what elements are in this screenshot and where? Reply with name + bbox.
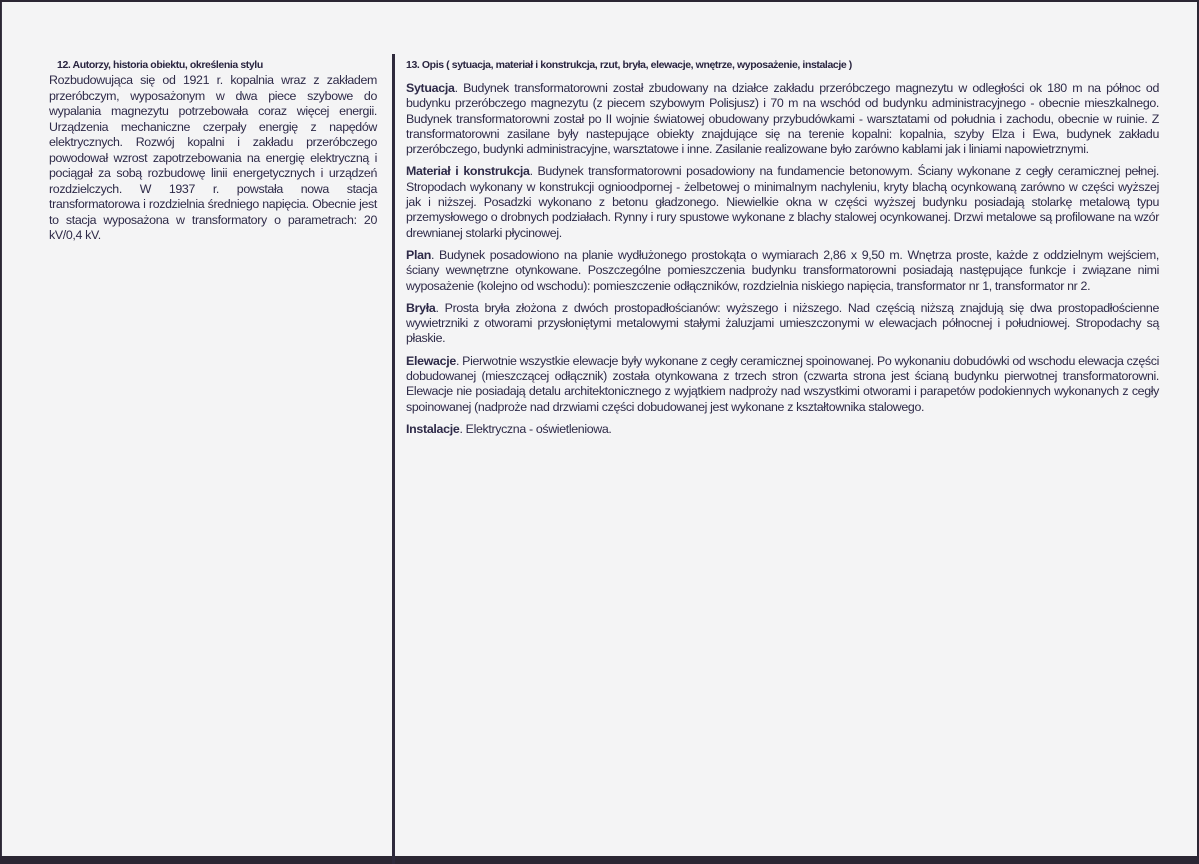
paragraph-elewacje	[406, 354, 1159, 415]
section-12-body: Rozbudowująca się od 1921 r. kopalnia wraz z zakładem przeróbczym, wyposażonym w dwa piece szybowe do wypalania magnezytu potrzebowała coraz więcej energii. Urządzenia mechaniczne czerpały energię z napędów elektrycznych. Rozwój kopalni i zakładu przeróbczego powodował wzrost zapotrzebowania na energię elektryczną i pociągał za sobą rozbudowę linii energetycznych i urządzeń rozdzielczych. W 1937 r. powstała nowa stacja transformatorowa i rozdzielnia średniego napięcia. Obecnie jest to stacja wyposażona w transformatory o parametrach: 20 kV/0,4 kV.	[49, 73, 377, 242]
column-divider	[392, 54, 395, 864]
paragraph-lead: Bryła	[406, 300, 436, 315]
paragraph-lead: Sytuacja	[406, 81, 455, 95]
paragraph-lead: Plan	[406, 247, 431, 262]
paragraph-text: . Elektryczna - oświetleniowa.	[459, 421, 612, 436]
paragraph-text: . Budynek transformatorowni został zbudowany na działce zakładu przeróbczego magnezytu w odległości ok 180 m na północ od budynku przeróbczego magnezytu (z piecem szybowym Polisjusz) i 70 m na wschód od budynku administracyjnego - obecnie mieszkalnego. Budynek transformatorowni został po II wojnie światowej obudowany przybudówkami - warsztatami od południa i zachodu, obecnie w ruinie. Z transformatorowni zasilane były nastepujące obiekty znajdujące się na terenie kopalni: kopalnia, szyby Elza i Ewa, budynek zakładu przeróbczego, budynki administracyjne, warsztatowe i inne. Zasilanie realizowane było zarówno kablami jak i liniami napowietrznymi.	[406, 81, 1159, 157]
paragraph-material-konstrukcja	[406, 164, 1159, 240]
paragraph-text: . Budynek posadowiono na planie wydłużonego prostokąta o wymiarach 2,86 x 9,50 m. Wnętrza proste, każde z oddzielnym wejściem, ściany wewnętrzne otynkowane. Poszczególne pomieszczenia budynku transformatorowni posiadają następujące funkcje i związane nimi wyposażenie (kolejno od wschodu): pomieszczenie odłączników, rozdzielnia niskiego napięcia, transformator nr 1, transformator nr 2.	[406, 247, 1159, 293]
paragraph-lead: Instalacje	[406, 421, 460, 436]
document-page	[1, 2, 1197, 856]
paragraph-text: . Prosta bryła złożona z dwóch prostopadłościanów: wyższego i niższego. Nad częścią niższą znajdują się dwa prostopadłościenne wywietrzniki z otworami przysłoniętymi metalowymi stałymi żaluzjami umieszczonymi w elewacjach północnej i południowej. Stropodachy są płaskie.	[406, 300, 1159, 346]
paragraph-lead: Elewacje	[406, 353, 456, 368]
section-12-history	[49, 59, 377, 244]
section-13-title: 13. Opis ( sytuacja, materiał i konstrukcja, rzut, bryła, elewacje, wnętrze, wyposażenie, instalacje )	[406, 59, 852, 71]
section-13-description	[406, 59, 1159, 444]
paragraph-sytuacja	[406, 81, 1159, 157]
paragraph-plan	[406, 248, 1159, 294]
paragraph-text: . Pierwotnie wszystkie elewacje były wykonane z cegły ceramicznej spoinowanej. Po wykonaniu dobudówki od wschodu elewacja części dobudowanej (mieszczącej odłącznik) została otynkowana z trzech stron (czwarta strona jest ścianą budynku pierwotnej transformatorowni. Elewacje nie posiadają detalu architektonicznego z wyjątkiem nadproży nad wszystkimi otworami i parapetów podokiennych wykonanych z cegły spoinowanej (nadproże nad drzwiami części dobudowanej jest wykonane z kształtownika stalowego.	[406, 353, 1159, 414]
paragraph-text: . Budynek transformatorowni posadowiony na fundamencie betonowym. Ściany wykonane z cegły ceramicznej pełnej. Stropodach wykonany w konstrukcji ognioodpornej - żelbetowej o minimalnym nachyleniu, kryty blachą ocynkowaną zarówno w części wyższej jak i niższej. Posadzki wykonano z betonu gładzonego. Niewielkie okna w części wyższej budynku posiadają stolarkę metalową typu przemysłowego o drobnych podziałach. Rynny i rury spustowe wykonane z blachy stalowej ocynkowanej. Drzwi metalowe są profilowane na wzór drewnianej stolarki płycinowej.	[406, 164, 1160, 240]
paragraph-lead: Materiał i konstrukcja	[406, 164, 530, 179]
section-12-title: 12. Autorzy, historia obiektu, określenia stylu	[57, 59, 263, 71]
paragraph-instalacje	[406, 422, 1159, 437]
paragraph-bryla	[406, 301, 1159, 347]
